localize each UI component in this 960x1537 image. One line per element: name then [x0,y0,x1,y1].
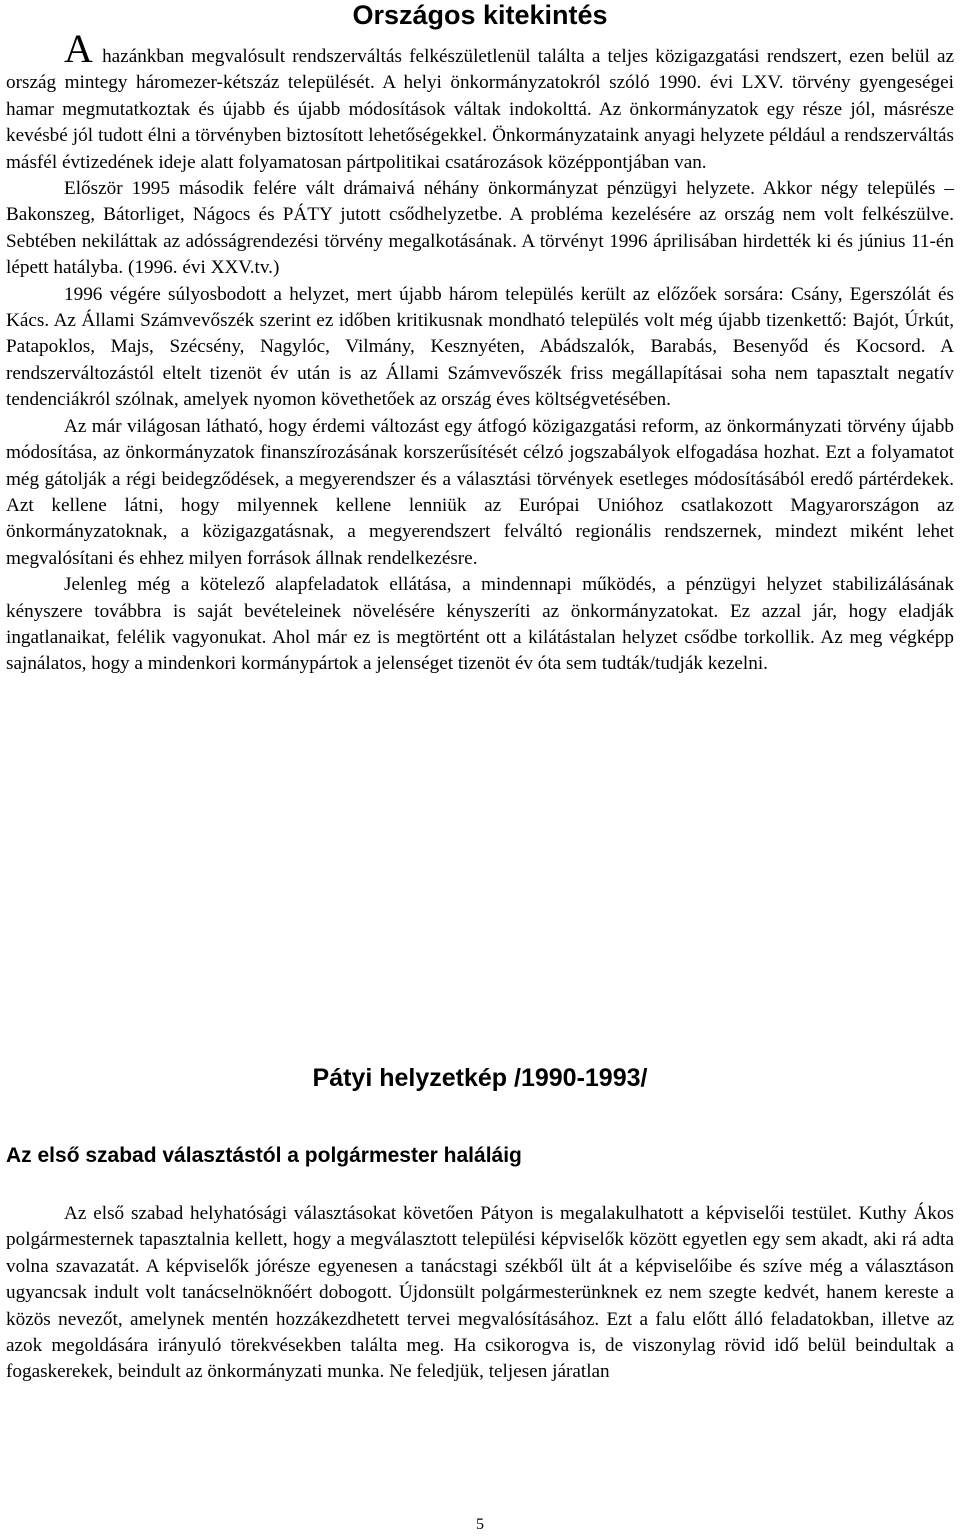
intro-paragraph [6,26,954,176]
sub-heading: Az első szabad választástól a polgármester haláláig [6,1144,522,1167]
section-heading: Pátyi helyzetkép /1990-1993/ [312,1064,648,1092]
page-number: 5 [476,1516,484,1533]
paragraph-4: Jelenleg még a kötelező alapfeladatok ellátása, a mindennapi működés, a pénzügyi helyzet stabilizálásának kényszere továbbra is saját bevételeinek növelésére kényszeríti az önkormányzatokat. Ez azzal jár, hogy eladják ingatlanaikat, felélik vagyonukat. Ahol már ez is megtörtént ott a kilátástalan helyzet csődbe torkollik. Az meg végképp sajnálatos, hogy a mindenkori kormánypártok a jelenséget tizenöt év óta sem tudták/tudják kezelni. [6,574,954,675]
paragraph-1: Először 1995 második felére vált drámaivá néhány önkormányzat pénzügyi helyzete. Akkor négy település – Bakonszeg, Bátorliget, Nágocs és PÁTY jutott csődhelyzetbe. A probléma kezelésére az ország nem volt felkészülve. Sebtében nekiláttak az adósságrendezési törvény megalkotásának. A törvényt 1996 áprilisában hirdették ki és június 11-én lépett hatályba. (1996. évi XXV.tv.) [6,178,954,279]
page-title: Országos kitekintés [352,0,608,30]
paragraph-2: 1996 végére súlyosbodott a helyzet, mert újabb három település került az előzőek sorsára: Csány, Egerszólát és Kács. Az Állami Számvevőszék szerint ez időben kritikusnak mondható település volt még újabb tizenkettő: Bajót, Úrkút, Patapoklos, Majs, Szécsény, Nagylóc, Vilmány, Kesznyéten, Abádszalók, Barabás, Besenyőd és Kocsord. A rendszerváltozástól eltelt tizenöt év után is az Állami Számvevőszék friss megállapításai soha nem tapasztalt negatív tendenciákról szólnak, amelyek nyomon követhetőek az ország éves költségvetésében. [6,283,954,411]
drop-cap: A [64,26,93,71]
document-page [6,0,954,1383]
intro-text: hazánkban megvalósult rendszerváltás felkészületlenül találta a teljes közigazgatási rendszert, ezen belül az ország mintegy háromezer-kétszáz települését. A helyi önkormányzatokról szóló 1990. évi LXV. törvény gyengeségei hamar megmutatkoztak és újabb és újabb módosítások váltak indokolttá. Az önkormányzatok egy része jól, másrésze kevésbé jól tudott élni a törvényben biztosított lehetőségekkel. Önkormányzataink anyagi helyzete például a rendszerváltás másfél évtizedének ideje alatt folyamatosan pártpolitikai csatározások középpontjában van. [6,46,954,173]
section-paragraph: Az első szabad helyhatósági választásokat követően Pátyon is megalakulhatott a képviselői testület. Kuthy Ákos polgármesternek tapasztalnia kellett, hogy a megválasztott települési képviselők között egyetlen egy sem akadt, aki rá adta volna szavazatát. A képviselők jórésze egyenesen a tanácstagi székből ült át a képviselőibe és szíve még a választáson ugyancsak indult volt tanácselnöknőért dobogott. Újdonsült polgármesterünknek ez nem szegte kedvét, hanem kereste a közös nevezőt, amelynek mentén hozzákezdhetett tervei megvalósításához. Ezt a falu előtt álló feladatokban, illetve az azok megoldására irányuló törekvésekben találta meg. Ha csikorogva is, de viszonylag rövid idő belül beindultak a fogaskerekek, beindult az önkormányzati munka. Ne feledjük, teljesen járatlan [6,1203,954,1383]
paragraph-3: Az már világosan látható, hogy érdemi változást egy átfogó közigazgatási reform, az önkormányzati törvény újabb módosítása, az önkormányzatok finanszírozásának korszerűsítését célzó jogszabályok elfogadása hozhat. Ezt a folyamatot még gátolják a régi beidegződések, a megyerendszer és a választási törvények esetleges módosításából eredő pártérdekek. Azt kellene látni, hogy milyennek kellene lenniük az Európai Unióhoz csatlakozott Magyarországon az önkormányzatoknak, a közigazgatásnak, a megyerendszert felváltó regionális rendszernek, mindezt miként lehet megvalósítani és ehhez milyen források állnak rendelkezésre. [6,415,954,569]
section-body [6,1201,954,1386]
